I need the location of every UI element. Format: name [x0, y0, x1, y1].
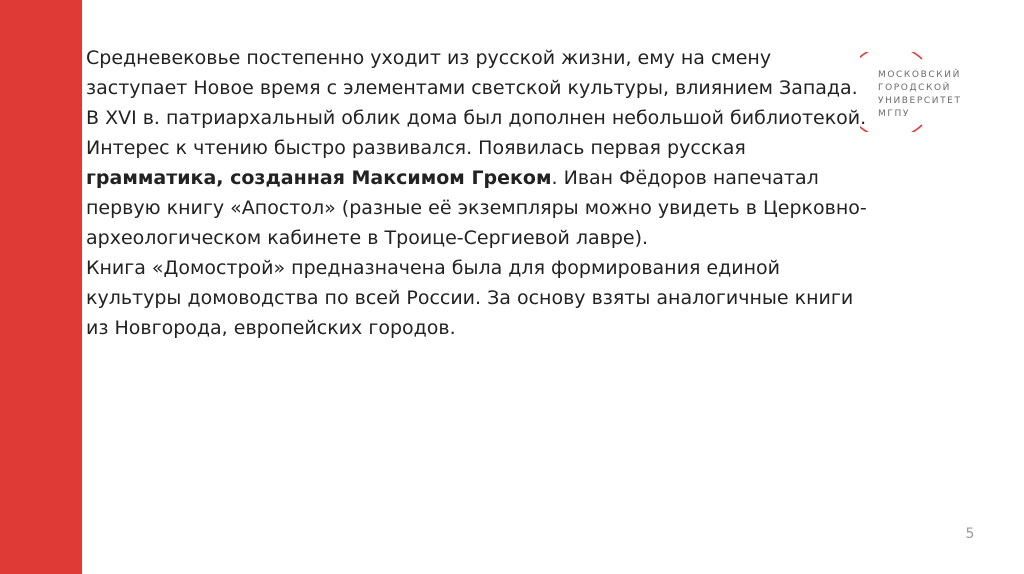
logo-line-1: МОСКОВСКИЙ	[878, 70, 961, 80]
paragraph-1-bold-phrase: грамматика, созданная Максимом Греком	[86, 167, 552, 189]
slide-body-text	[86, 43, 876, 343]
paragraph-1-text-end: . Иван Фёдоров напечатал первую книгу «Апостол» (разные её экземпляры можно увидеть в Церковно-археологическом кабинете в Троице-Сергиевой лавре).	[86, 167, 867, 249]
logo-text	[878, 69, 962, 121]
page-number: 5	[965, 526, 975, 542]
paragraph-1	[86, 43, 876, 253]
logo-line-4: МГПУ	[878, 109, 910, 119]
university-logo	[860, 52, 990, 132]
paragraph-2: Книга «Домострой» предназначена была для формирования единой культуры домоводства по всей России. За основу взяты аналогичные книги из Новгорода, европейских городов.	[86, 257, 854, 339]
logo-line-2: ГОРОДСКОЙ	[878, 83, 952, 93]
logo-line-3: УНИВЕРСИТЕТ	[878, 96, 962, 106]
paragraph-1-text-start: Средневековье постепенно уходит из русской жизни, ему на смену заступает Новое время с элементами светской культуры, влиянием Запада. В XVI в. патриархальный облик дома был дополнен небольшой библиотекой. Интерес к чтению быстро развивался. Появилась первая русская	[86, 47, 867, 159]
red-side-bar	[0, 0, 82, 574]
